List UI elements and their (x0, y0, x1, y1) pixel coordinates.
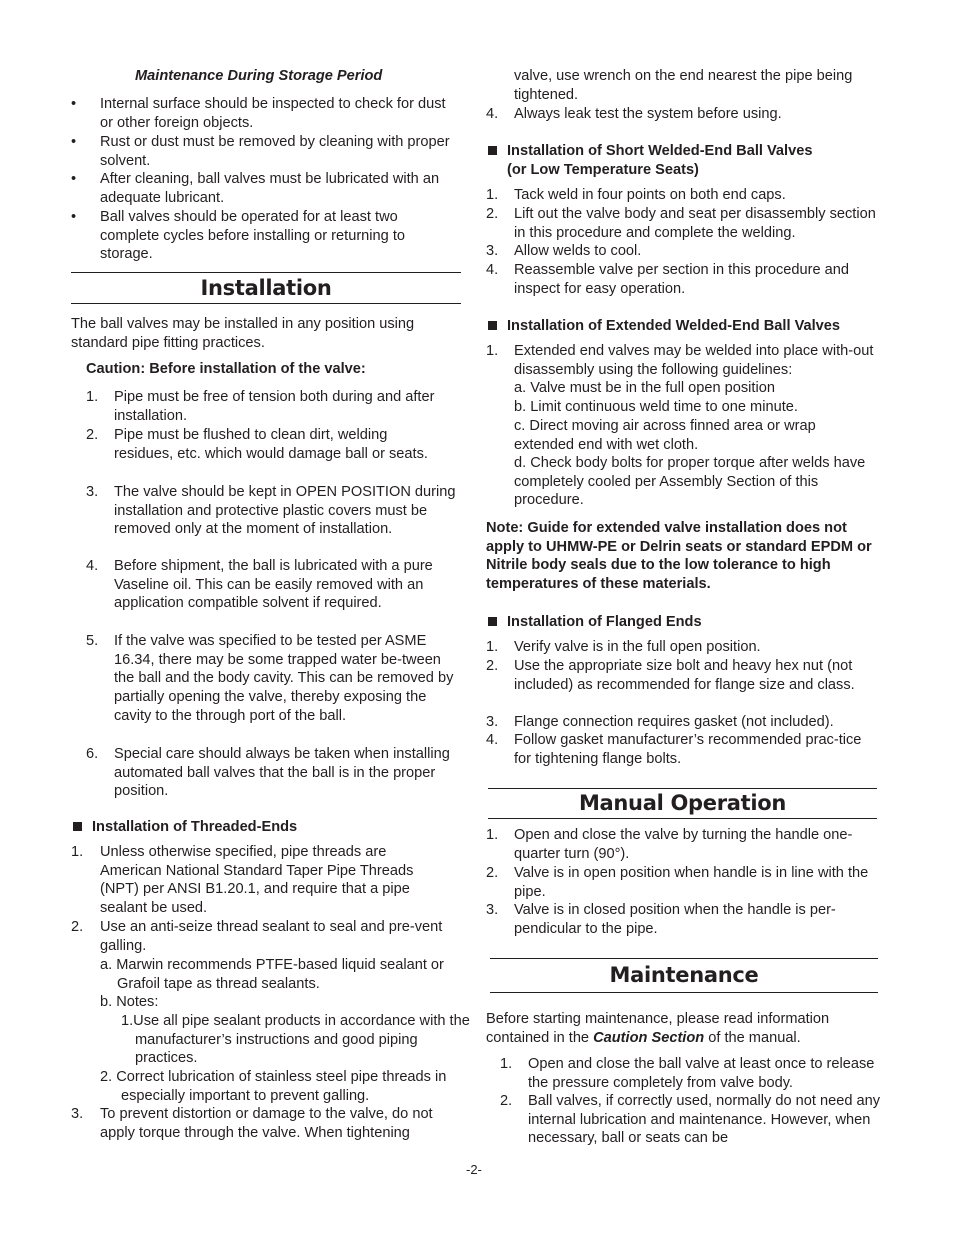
list-item: 4. Always leak test the system before using. (486, 106, 782, 122)
list-item: 6. Special care should always be taken when installing automated ball valves that the ball is in the proper position. (86, 746, 450, 800)
extended-heading: Installation of Extended Welded-End Ball Valves (486, 317, 840, 336)
manual-operation-heading: Manual Operation (488, 788, 877, 819)
threaded-heading: Installation of Threaded-Ends (71, 818, 297, 837)
continued-text: valve, use wrench on the end nearest the pipe being tightened. (514, 68, 853, 103)
list-item: 3. Valve is in closed position when the handle is per-pendicular to the pipe. (486, 902, 836, 937)
list-item: • Internal surface should be inspected to check for dust or other foreign objects. (71, 96, 446, 131)
threaded-note-1: 1.Use all pipe sealant products in accordance with the manufacturer’s instructions and good piping practices. (121, 1013, 470, 1067)
list-item: • Ball valves should be operated for at least two complete cycles before installing or returning to storage. (71, 209, 406, 263)
maintenance-heading: Maintenance (490, 958, 878, 993)
list-item: 3. The valve should be kept in OPEN POSITION during installation and protective plastic covers must be removed only at the moment of installation. (86, 484, 456, 538)
square-bullet-icon (73, 822, 82, 831)
square-bullet-icon (488, 146, 497, 155)
list-item: 5. If the valve was specified to be tested per ASME 16.34, there may be some trapped water be-tween the ball and the body cavity. This can be removed by partially opening the valve, thereby exposing the cavity to the through port of the ball. (86, 633, 454, 724)
threaded-note-2: 2. Correct lubrication of stainless steel pipe threads in especially important to prevent galling. (100, 1069, 447, 1104)
list-item: 2. Ball valves, if correctly used, normally do not need any internal lubrication and maintenance. However, when necessary, ball or seats can be (500, 1093, 881, 1147)
list-item: 3. Allow welds to cool. (486, 243, 642, 259)
threaded-sub-b: b. Notes: (100, 994, 159, 1010)
list-item: 3. To prevent distortion or damage to the valve, do not apply torque through the valve. When tightening (71, 1106, 433, 1141)
list-item: 2. Valve is in open position when handle is in line with the pipe. (486, 865, 869, 900)
installation-intro: The ball valves may be installed in any position using standard pipe fitting practices. (71, 316, 415, 351)
list-item: 2. Use an anti-seize thread sealant to seal and pre-vent galling. (71, 919, 443, 954)
extended-sub-d: d. Check body bolts for proper torque after welds have completely cooled per Assembly Section of this procedure. (514, 455, 866, 509)
short-welded-heading: Installation of Short Welded-End Ball Valves (or Low Temperature Seats) (486, 142, 812, 179)
list-item: 1. Unless otherwise specified, pipe threads are American National Standard Taper Pipe Threads (NPT) per ANSI B1.20.1, and require that a pipe sealant be used. (71, 844, 414, 917)
list-item: 2. Lift out the valve body and seat per disassembly section in this procedure and complete the welding. (486, 206, 876, 241)
list-item: 3. Flange connection requires gasket (not included). (486, 714, 834, 730)
storage-title: Maintenance During Storage Period (135, 68, 383, 84)
extended-sub-c: c. Direct moving air across finned area or wrap extended end with wet cloth. (514, 418, 816, 453)
list-item: 1. Pipe must be free of tension both during and after installation. (86, 389, 435, 424)
installation-heading: Installation (71, 272, 461, 304)
list-item: 1. Verify valve is in the full open position. (486, 639, 761, 655)
extended-sub-b: b. Limit continuous weld time to one minute. (514, 399, 798, 415)
maintenance-intro: Before starting maintenance, please read information contained in the Caution Section of the manual. (486, 1011, 830, 1046)
square-bullet-icon (488, 617, 497, 626)
list-item: 2. Pipe must be flushed to clean dirt, welding residues, etc. which would damage ball or seats. (86, 427, 428, 462)
list-item: 4. Follow gasket manufacturer’s recommended prac-tice for tightening flange bolts. (486, 732, 862, 767)
list-item: 4. Reassemble valve per section in this procedure and inspect for easy operation. (486, 262, 850, 297)
caution-heading: Caution: Before installation of the valve: (86, 361, 366, 377)
list-item: 1. Tack weld in four points on both end caps. (486, 187, 786, 203)
flanged-heading: Installation of Flanged Ends (486, 613, 702, 632)
list-item: 1. Extended end valves may be welded into place with-out disassembly using the following guidelines: (486, 343, 874, 378)
list-item: • Rust or dust must be removed by cleaning with proper solvent. (71, 134, 450, 169)
list-item: 4. Before shipment, the ball is lubricated with a pure Vaseline oil. This can be easily removed with an application compatible solvent if required. (86, 558, 433, 612)
list-item: 1. Open and close the ball valve at least once to release the pressure completely from valve body. (500, 1056, 875, 1091)
list-item: 1. Open and close the valve by turning the handle one-quarter turn (90°). (486, 827, 853, 862)
extended-sub-a: a. Valve must be in the full open position (514, 380, 775, 396)
list-item: • After cleaning, ball valves must be lubricated with an adequate lubricant. (71, 171, 440, 206)
page-number: -2- (466, 1162, 482, 1177)
threaded-sub-a: a. Marwin recommends PTFE-based liquid sealant or Grafoil tape as thread sealants. (100, 957, 444, 992)
square-bullet-icon (488, 321, 497, 330)
list-item: 2. Use the appropriate size bolt and heavy hex nut (not included) as recommended for flange size and class. (486, 658, 855, 693)
note-text: Note: Guide for extended valve installation does not apply to UHMW-PE or Delrin seats or standard EPDM or Nitrile body seals due to the low tolerance to high temperatures of these materials. (486, 520, 872, 593)
